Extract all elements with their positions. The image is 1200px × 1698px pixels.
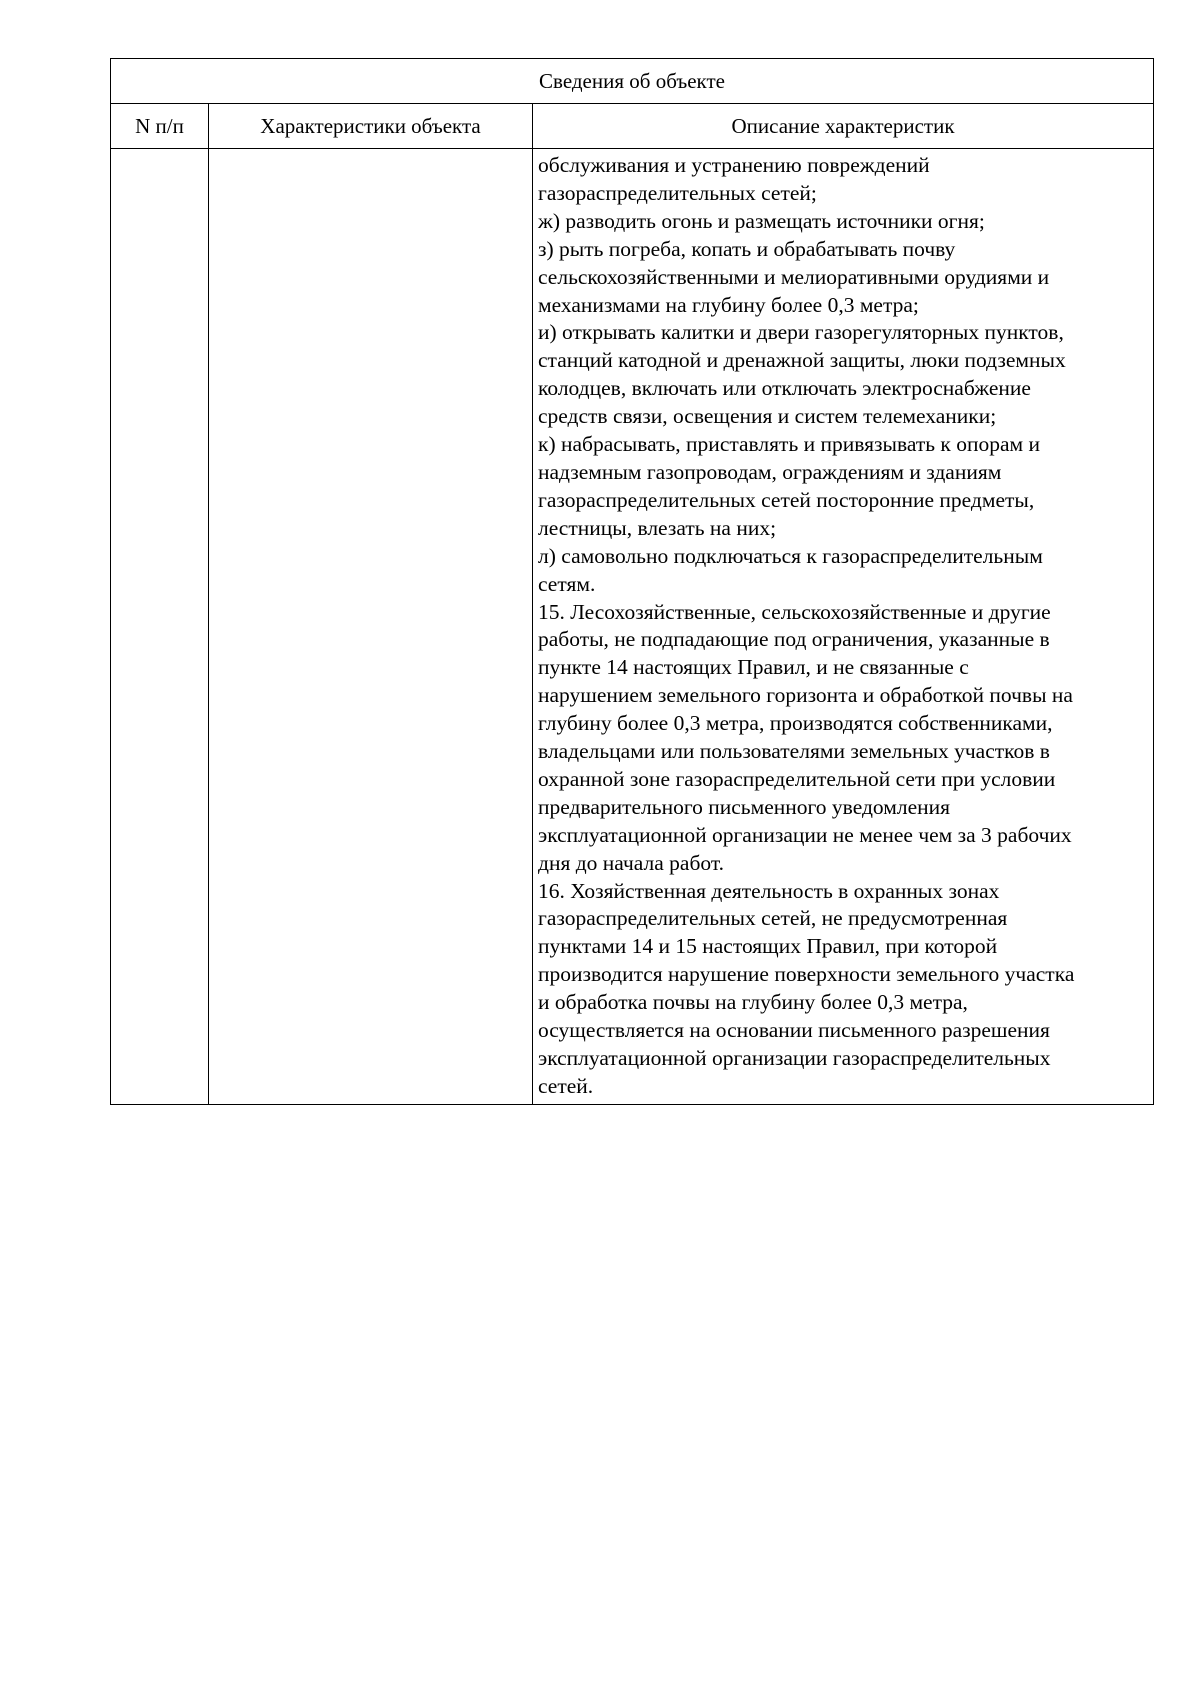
table-row — [111, 149, 1154, 1105]
table-header-row — [111, 104, 1154, 149]
row-description-cell — [533, 149, 1154, 1105]
table-title: Сведения об объекте — [111, 59, 1154, 104]
object-info-table — [110, 58, 1154, 1105]
table-title-row — [111, 59, 1154, 104]
column-header-characteristic: Характеристики объекта — [209, 104, 533, 149]
row-characteristic-cell — [209, 149, 533, 1105]
column-header-description: Описание характеристик — [533, 104, 1154, 149]
description-text: обслуживания и устранению повреждений газораспределительных сетей; ж) разводить огонь и размещать источники огня; з) рыть погреба, копать и обрабатывать почву сельскохозяйственными и мелиоративными орудиями и механизмами на глубину более 0,3 метра; и) открывать калитки и двери газорегуляторных пунктов, станций катодной и дренажной защиты, люки подземных колодцев, включать или отключать электроснабжение средств связи, освещения и систем телемеханики; к) набрасывать, приставлять и привязывать к опорам и надземным газопроводам, ограждениям и зданиям газораспределительных сетей посторонние предметы, лестницы, влезать на них; л) самовольно подключаться к газораспределительным сетям. 15. Лесохозяйственные, сельскохозяйственные и другие работы, не подпадающие под ограничения, указанные в пункте 14 настоящих Правил, и не связанные с нарушением земельного горизонта и обработкой почвы на глубину более 0,3 метра, производятся собственниками, владельцами или пользователями земельных участков в охранной зоне газораспределительной сети при условии предварительного письменного уведомления эксплуатационной организации не менее чем за 3 рабочих дня до начала работ. 16. Хозяйственная деятельность в охранных зонах газораспределительных сетей, не предусмотренная пунктами 14 и 15 настоящих Правил, при которой производится нарушение поверхности земельного участка и обработка почвы на глубину более 0,3 метра, осуществляется на основании письменного разрешения эксплуатационной организации газораспределительных сетей. — [538, 153, 1075, 1098]
column-header-number: N п/п — [111, 104, 209, 149]
row-number-cell — [111, 149, 209, 1105]
